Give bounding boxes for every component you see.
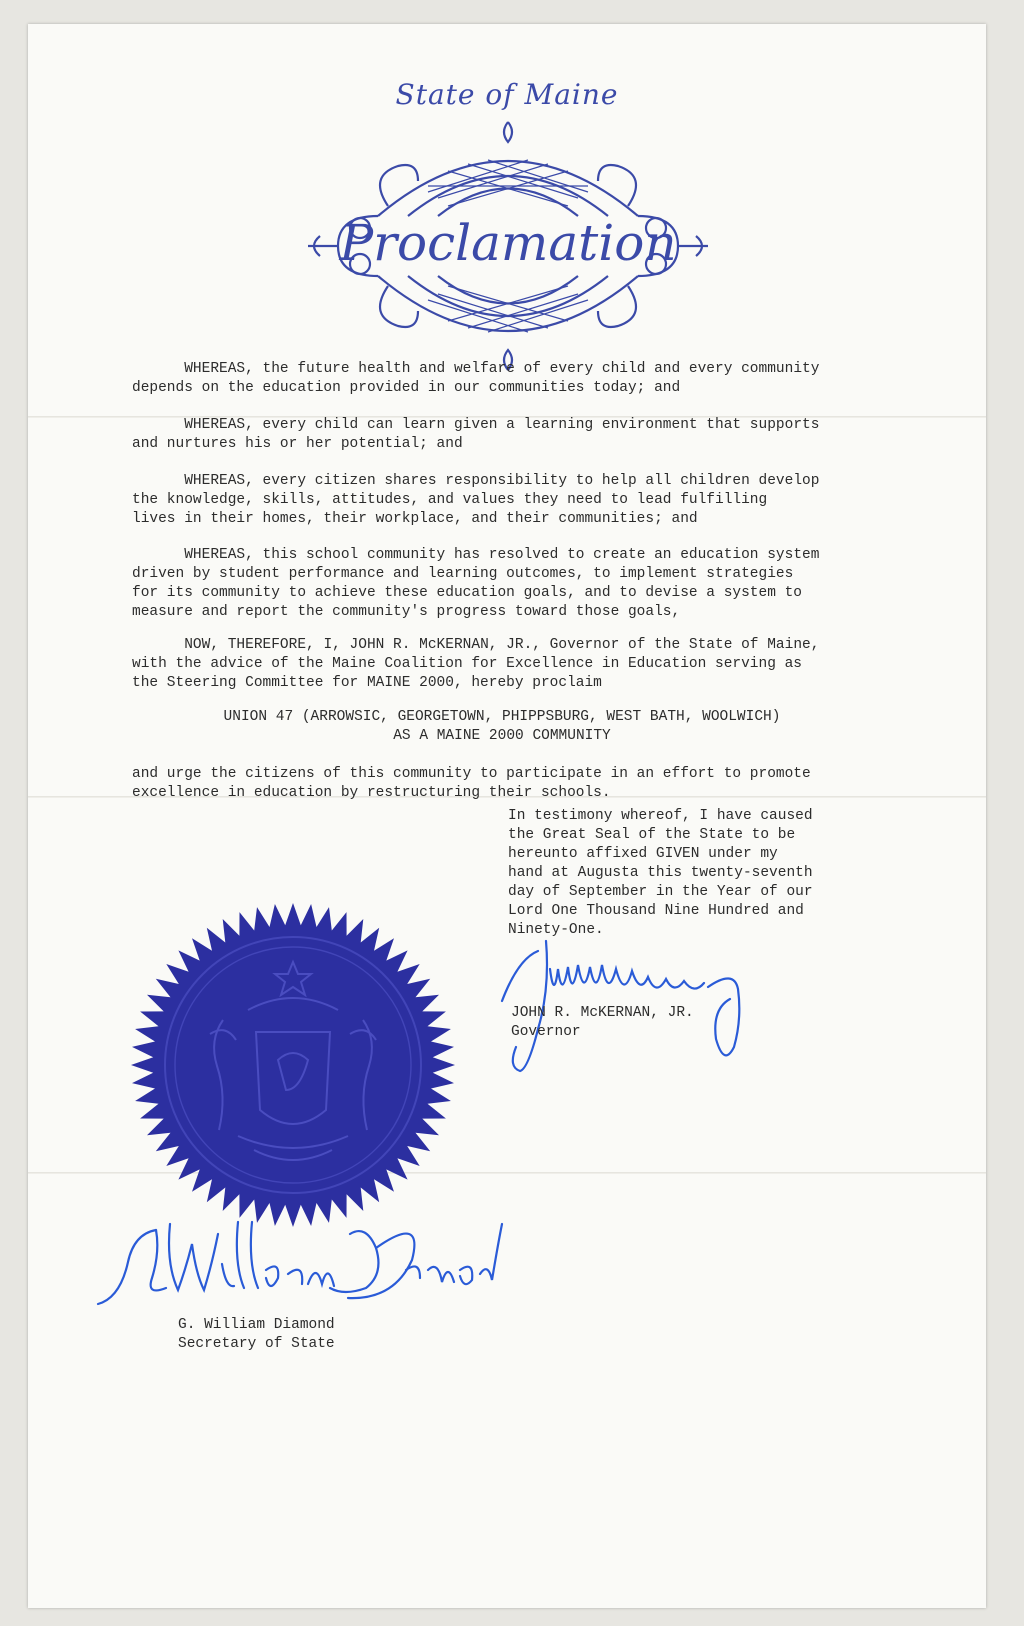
proclaimed-community: AS A MAINE 2000 COMMUNITY <box>393 728 611 744</box>
proclaimed-union: UNION 47 (ARROWSIC, GEORGETOWN, PHIPPSBURG, WEST BATH, WOOLWICH) <box>223 709 781 725</box>
state-title: State of Maine <box>395 78 619 111</box>
whereas-paragraph-4: WHEREAS, this school community has resolved to create an education system driven by student performance and learning outcomes, to implement strategies for its community to achieve these education goals, and to devise a system to measure and report the community's progress toward those goals, <box>132 547 820 620</box>
whereas-paragraph-3: WHEREAS, every citizen shares responsibility to help all children develop the knowledge, skills, attitudes, and values they need to lead fulfilling lives in their homes, their workplace, and their communities; and <box>132 473 820 527</box>
testimony-paragraph: In testimony whereof, I have caused the Great Seal of the State to be hereunto affixed GIVEN under my hand at Augusta this twenty-seventh day of September in the Year of our Lord One Thousand Nine Hundred and Ninety-One. <box>508 808 813 938</box>
whereas-paragraph-1: WHEREAS, the future health and welfare of every child and every community depends on the education provided in our communities today; and <box>132 361 820 396</box>
therefore-paragraph: NOW, THEREFORE, I, JOHN R. McKERNAN, JR., Governor of the State of Maine, with the advice of the Maine Coalition for Excellence in Education serving as the Steering Committee for MAINE 2000, hereby proclaim <box>132 637 820 691</box>
whereas-paragraph-2: WHEREAS, every child can learn given a learning environment that supports and nurtures his or her potential; and <box>132 417 820 452</box>
secretary-signature <box>94 1204 514 1314</box>
secretary-title: Secretary of State <box>178 1336 335 1352</box>
proclamation-document <box>28 24 986 1608</box>
closing-paragraph: and urge the citizens of this community to participate in an effort to promote excellence in education by restructuring their schools. <box>132 766 811 801</box>
great-seal-of-maine <box>128 900 458 1230</box>
governor-title: Governor <box>511 1024 581 1040</box>
proclamation-title: Proclamation <box>339 214 677 272</box>
governor-name: JOHN R. McKERNAN, JR. <box>511 1005 694 1021</box>
secretary-name: G. William Diamond <box>178 1317 335 1333</box>
